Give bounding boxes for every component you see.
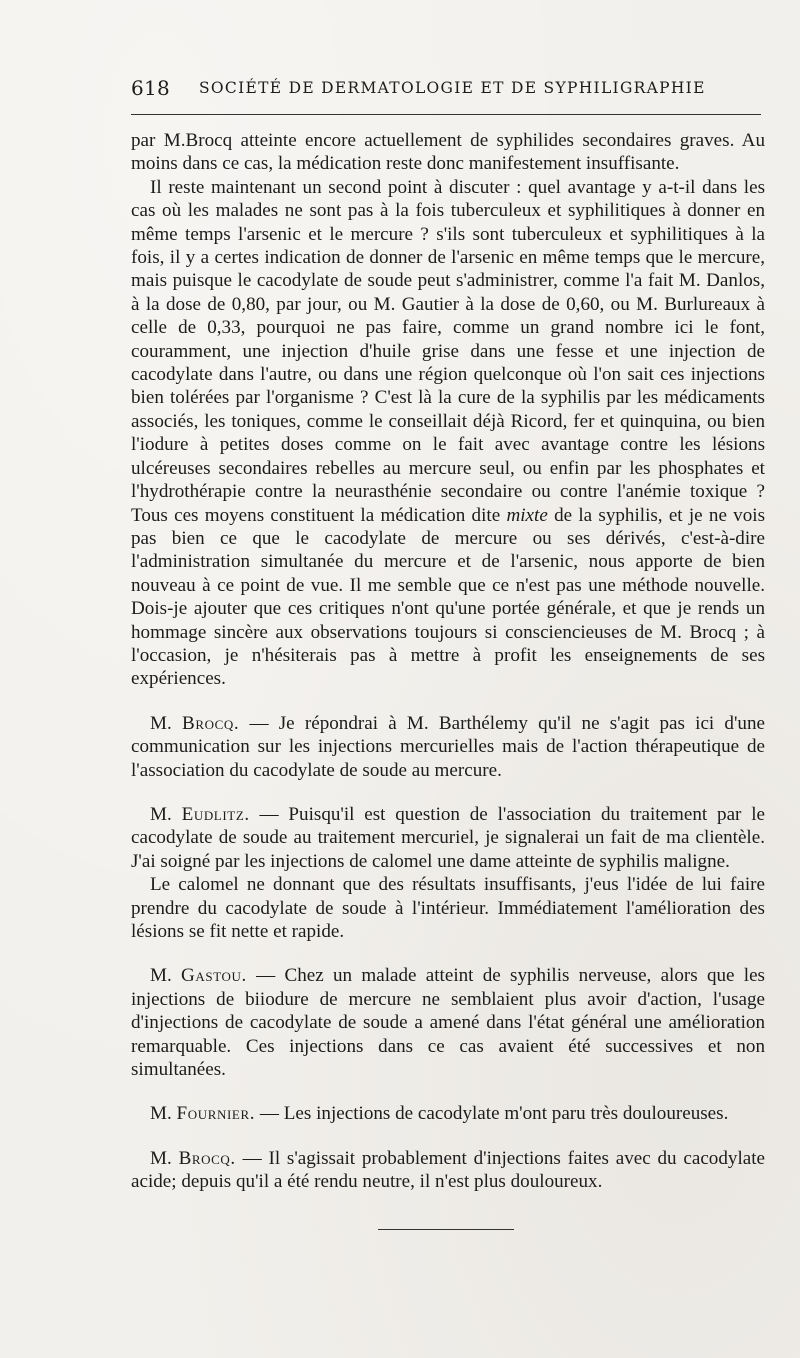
paragraph-brocq-reply	[131, 712, 765, 782]
paragraph-brocq-final	[131, 1147, 765, 1194]
speaker-name-brocq: Brocq.	[181, 712, 240, 734]
body-text	[131, 129, 765, 1194]
paragraph-gastou	[131, 964, 765, 1081]
paragraph-eudlitz	[131, 803, 765, 873]
speaker-prefix: M.	[150, 1103, 172, 1125]
paragraph-eudlitz-continued: Le calomel ne donnant que des résultats insuffisants, j'eus l'idée de lui faire prendre du cacodylate de soude à l'intérieur. Immédiatement l'amélioration des lésions se fit nette et rapide.	[131, 874, 765, 942]
header-rule	[131, 114, 761, 115]
speaker-prefix: M.	[150, 1147, 172, 1169]
running-title: SOCIÉTÉ DE DERMATOLOGIE ET DE SYPHILIGRAPHIE	[199, 79, 706, 97]
speaker-text: — Puisqu'il est question de l'association du traitement par le cacodylate de soude au traitement mercuriel, je signalerai un fait de ma clientèle. J'ai soigné par les injections de calomel une dame atteinte de syphilis maligne.	[131, 803, 765, 872]
paragraph-discussion-text-b: de la syphilis, et je ne vois pas bien ce que le cacodylate de mercure ou ses dérivés, c'est-à-dire l'administration simultanée du mercure et de l'arsenic, nous apporte de bien nouveau à ce point de vue. Il me semble que ce n'est pas une méthode nouvelle. Dois-je ajouter que ces critiques n'ont qu'une portée générale, et que je rends un hommage sincère aux observations toujours si consciencieuses de M. Brocq ; à l'occasion, je n'hésiterais pas à mettre à profit les enseignements de ses expériences.	[131, 504, 765, 690]
speaker-prefix: M.	[150, 803, 172, 825]
speaker-text: — Je répondrai à M. Barthélemy qu'il ne s'agit pas ici d'une communication sur les injections mercurielles mais de l'action thérapeutique de l'association du cacodylate de soude au mercure.	[131, 712, 765, 781]
italic-term-mixte: mixte	[506, 504, 548, 526]
paragraph-discussion	[131, 176, 765, 691]
page-number: 618	[131, 76, 171, 100]
speaker-text: — Chez un malade atteint de syphilis nerveuse, alors que les injections de biiodure de mercure ne semblaient plus avoir d'action, l'usage d'injections de cacodylate de soude a amené dans l'état général une amélioration remarquable. Ces injections dans ce cas avaient été successives et non simultanées.	[131, 965, 765, 1081]
section-end-rule	[378, 1229, 514, 1230]
paragraph-fournier	[131, 1102, 765, 1125]
paragraph-continuation: par M.Brocq atteinte encore actuellement de syphilides secondaires graves. Au moins dans ce cas, la médication reste donc manifestement insuffisante.	[131, 130, 765, 175]
speaker-text: — Les injections de cacodylate m'ont paru très douloureuses.	[259, 1103, 729, 1125]
paragraph-discussion-text-a: Il reste maintenant un second point à discuter : quel avantage y a-t-il dans les cas où les malades ne sont pas à la fois tuberculeux et syphilitiques à donner en même temps l'arsenic et le mercure ? s'ils sont tuberculeux et syphilitiques à la fois, il y a certes indication de donner de l'arsenic en même temps que le mercure, mais puisque le cacodylate de soude peut s'administrer, comme l'a fait M. Danlos, à la dose de 0,80, par jour, ou M. Gautier à la dose de 0,60, ou M. Burlureaux à celle de 0,33, pourquoi ne pas faire, comme un grand nombre ici le font, couramment, une injection d'huile grise dans une fesse et une injection de cacodylate dans l'autre, ou dans une région quelconque où l'on sait ces injections bien tolérées par l'organisme ? C'est là la cure de la syphilis par les médicaments associés, les toniques, comme le conseillait déjà Ricord, fer et quinquina, ou bien l'iodure à petites doses comme on le fait avec avantage contre les lésions ulcéreuses secondaires rebelles au mercure seul, ou enfin par les phosphates et l'hydrothérapie contre la neurasthénie secondaire ou contre l'anémie toxique ? Tous ces moyens constituent la médication dite	[131, 176, 765, 526]
speaker-name-fournier: Fournier.	[176, 1103, 256, 1125]
page-header	[131, 74, 761, 104]
speaker-name-brocq: Brocq.	[178, 1147, 236, 1169]
speaker-prefix: M.	[150, 712, 172, 734]
speaker-name-eudlitz: Eudlitz.	[181, 803, 250, 825]
speaker-prefix: M.	[150, 965, 172, 987]
speaker-text: — Il s'agissait probablement d'injections faites avec du cacodylate acide; depuis qu'il a été rendu neutre, il n'est plus douloureux.	[131, 1147, 765, 1193]
speaker-name-gastou: Gastou.	[181, 965, 247, 987]
